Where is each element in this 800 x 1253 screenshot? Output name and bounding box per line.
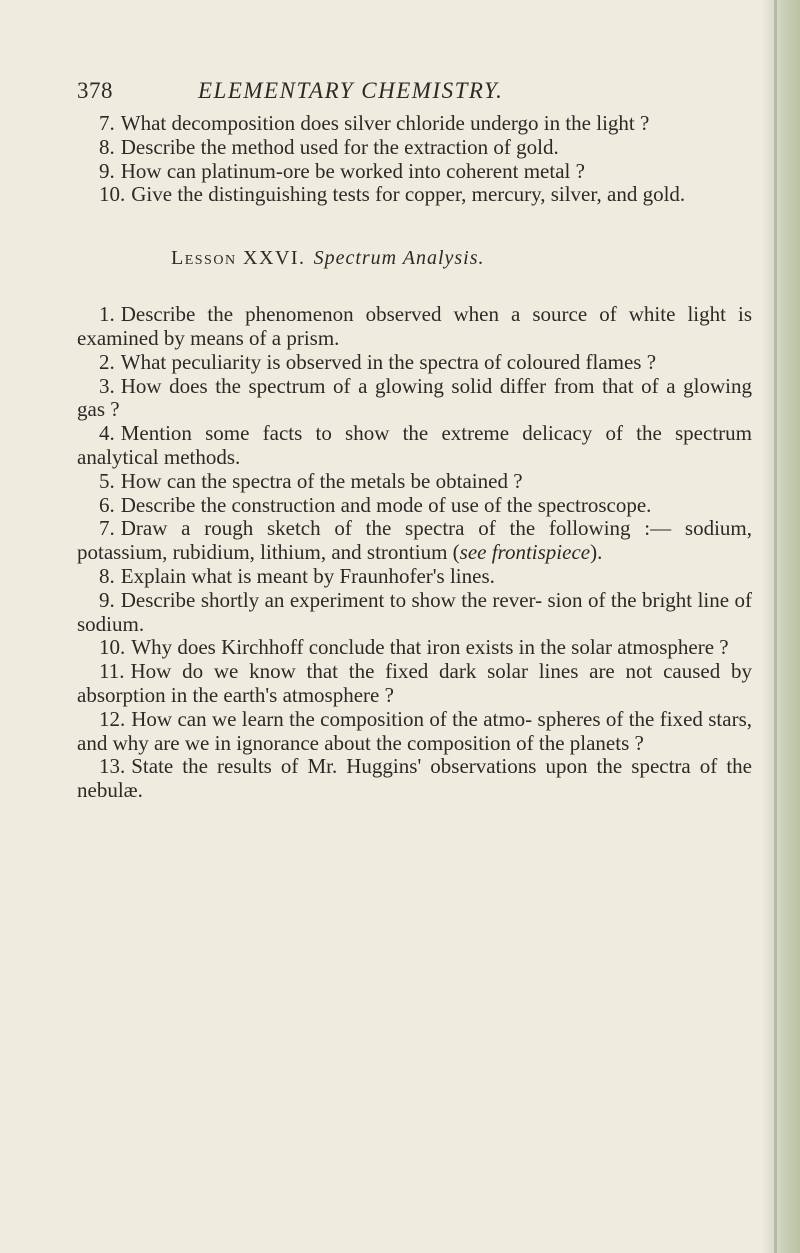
question-item [77,183,752,207]
question-item [77,636,752,660]
question-number: 12. [99,706,126,731]
page-number: 378 [77,78,113,103]
question-number: 3. [99,373,115,398]
question-text: How does the spectrum of a glowing solid differ from that of a glowing gas ? [77,373,752,422]
question-number: 11. [99,659,125,684]
question-item [77,422,752,470]
question-number: 2. [99,349,115,374]
lesson-heading [77,247,752,270]
question-number: 9. [99,158,115,183]
question-item [77,589,752,637]
question-item [77,136,752,160]
question-item [77,660,752,708]
previous-lesson-questions [77,112,752,207]
question-number: 8. [99,134,115,159]
question-item [77,375,752,423]
question-item [77,565,752,589]
question-text: Describe the construction and mode of use of the spectroscope. [120,492,652,517]
question-text: Draw a rough sketch of the spectra of the following :— sodium, potassium, rubidium, lithium, and strontium ( [77,516,752,565]
question-number: 10. [99,635,126,660]
question-item [77,112,752,136]
question-item [77,494,752,518]
question-number: 9. [99,587,115,612]
question-item [77,755,752,803]
page-content [77,78,752,803]
book-title: ELEMENTARY CHEMISTRY. [198,78,504,103]
lesson-label: Lesson XXVI. [171,247,306,270]
question-text: How can platinum-ore be worked into coherent metal ? [120,158,585,183]
question-text: How can the spectra of the metals be obtained ? [120,468,523,493]
question-text: Explain what is meant by Fraunhofer's lines. [120,563,495,588]
lesson-questions [77,303,752,803]
question-number: 1. [99,302,115,327]
question-text: How can we learn the composition of the atmo- spheres of the fixed stars, and why are we in ignorance about the composition of the planets ? [77,706,752,755]
lesson-subject: Spectrum Analysis. [313,247,485,270]
question-text: Why does Kirchhoff conclude that iron exists in the solar atmosphere ? [131,635,729,660]
question-text: What peculiarity is observed in the spectra of coloured flames ? [120,349,657,374]
question-item [77,470,752,494]
question-number: 6. [99,492,115,517]
question-item [77,351,752,375]
question-text: Give the distinguishing tests for copper, mercury, silver, and gold. [131,182,686,207]
question-number: 7. [99,111,115,135]
question-number: 8. [99,563,115,588]
question-tail: ). [590,540,603,565]
question-number: 4. [99,421,115,446]
question-item [77,160,752,184]
question-note: see frontispiece [459,540,591,565]
question-item [77,517,752,565]
question-text: Mention some facts to show the extreme delicacy of the spectrum analytical methods. [77,421,752,469]
question-text: Describe the phenomenon observed when a source of white light is examined by means of a prism. [77,302,752,350]
question-text: What decomposition does silver chloride undergo in the light ? [120,111,650,135]
question-text: Describe the method used for the extraction of gold. [120,134,559,159]
page-edge-shadow [762,0,800,1253]
question-item [77,303,752,351]
question-text: How do we know that the fixed dark solar lines are not caused by absorption in the earth's atmosphere ? [77,659,752,707]
running-head [77,78,752,112]
question-number: 5. [99,468,115,493]
question-number: 13. [99,754,126,779]
question-text: State the results of Mr. Huggins' observations upon the spectra of the nebulæ. [77,754,752,803]
question-item [77,708,752,756]
question-number: 10. [99,182,126,207]
question-number: 7. [99,516,115,541]
question-text: Describe shortly an experiment to show the rever- sion of the bright line of sodium. [77,587,752,636]
